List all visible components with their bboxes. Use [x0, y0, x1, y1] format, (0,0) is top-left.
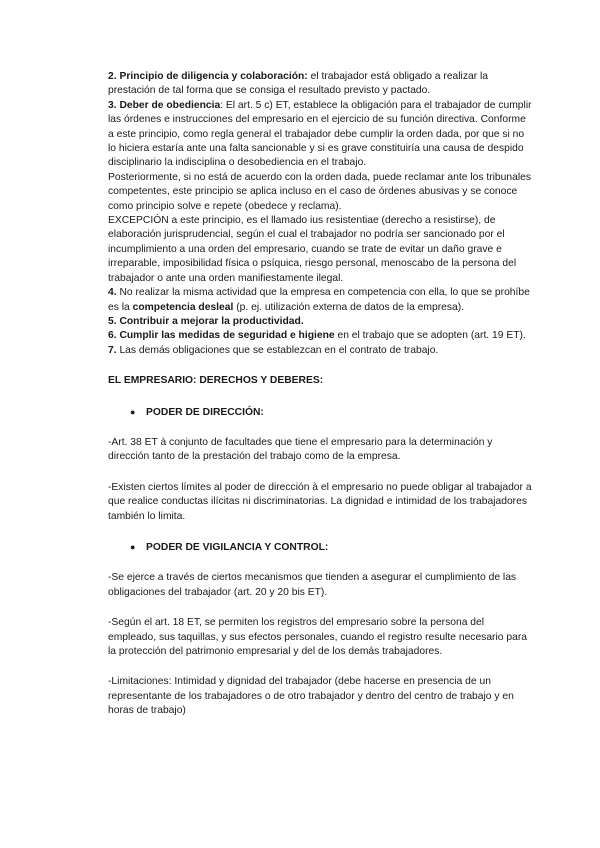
item-text: en el trabajo que se adopten (art. 19 ET). [334, 330, 526, 342]
paragraph-direccion-2: -Existen ciertos límites al poder de dirección à el empresario no puede obligar al trabajador a que realice conductas ilícitas ni discriminatorias. La dignidad e intimidad de los trabajadores también lo limita. [108, 481, 532, 522]
bullet-icon: ● [130, 541, 136, 552]
subheading-poder-vigilancia [130, 540, 532, 555]
item-number: 3. [108, 99, 117, 111]
paragraph-vigilancia-3: -Limitaciones: Intimidad y dignidad del trabajador (debe hacerse en presencia de un representante de los trabajadores o de otro trabajador y dentro del centro de trabajo y en horas de trabajo) [108, 676, 514, 717]
paragraph-vigilancia-1: -Se ejerce a través de ciertos mecanismos que tienden a asegurar el cumplimiento de las obligaciones del trabajador (art. 20 y 20 bis ET). [108, 572, 517, 598]
document-page [108, 70, 532, 719]
paragraph-vigilancia-2: -Según el art. 18 ET, se permiten los registros del empresario sobre la persona del empleado, sus taquillas, y sus efectos personales, cuando el registro resulte necesario para la protección del patrimonio empresarial y del de los demás trabajadores. [108, 617, 527, 657]
item-text: Las demás obligaciones que se establezcan en el contrato de trabajo. [116, 344, 439, 356]
item-title: Principio de diligencia y colaboración: [119, 71, 308, 82]
paragraph-posteriormente: Posteriormente, si no está de acuerdo con la orden dada, puede reclamar ante los tribunales competentes, este principio se aplica incluso en el caso de órdenes abusivas y se conoce como principio solve e repete (obedece y reclama). [108, 171, 532, 212]
item-text: el trabajador está obligado a realizar la prestación de tal forma que se consiga el resultado previsto y pactado. [108, 71, 489, 97]
paragraph-productividad [108, 315, 532, 329]
section-heading: EL EMPRESARIO: DERECHOS Y DEBERES: [108, 375, 324, 387]
item-number: 2. [108, 71, 117, 82]
paragraph-obediencia [108, 99, 532, 171]
paragraph-competencia [108, 286, 532, 315]
subheading-poder-direccion [130, 405, 532, 420]
paragraph-demas-obligaciones [108, 344, 532, 358]
item-title: Deber de obediencia [119, 99, 221, 111]
subheading-label: PODER DE DIRECCIÓN: [146, 406, 264, 418]
item-bold: 5. Contribuir a mejorar la productividad. [108, 315, 304, 327]
item-text: No realizar la misma actividad que la empresa en competencia con ella, lo que se prohíbe es la [108, 287, 530, 313]
bullet-icon: ● [130, 406, 136, 417]
item-bold: competencia desleal [132, 301, 234, 313]
item-number: 4. [108, 287, 117, 299]
paragraph-diligencia [108, 70, 532, 99]
item-text: : El art. 5 c) ET, establece la obligación para el trabajador de cumplir las órdenes e instrucciones del empresario en el ejercicio de su función directiva. Conforme a este principio, como regla general el trabajador debe cumplir la orden dada, por que si no lo hiciera estaría ante una falta sancionable y si es grave constituiría una causa de despido disciplinario la indisciplina o desobediencia en el trabajo. [108, 99, 532, 169]
paragraph-seguridad [108, 329, 532, 343]
item-text: (p. ej. utilización externa de datos de la empresa). [233, 301, 465, 313]
item-bold: 6. Cumplir las medidas de seguridad e higiene [108, 330, 335, 342]
paragraph-excepcion: EXCEPCIÓN a este principio, es el llamado ius resistentiae (derecho a resistirse), de elaboración jurisprudencial, según el cual el trabajador no podría ser sancionado por el incumplimiento a una orden del empresario, cuando se trate de evitar un daño grave e irreparable, imposibilidad física o psíquica, riesgo personal, menoscabo de la persona del trabajador o ante una orden manifiestamente ilegal. [108, 215, 517, 284]
paragraph-direccion-1: -Art. 38 ET à conjunto de facultades que tiene el empresario para la determinación y dirección tanto de la prestación del trabajo como de la empresa. [108, 436, 493, 463]
item-number: 7. [108, 344, 117, 356]
subheading-label: PODER DE VIGILANCIA Y CONTROL: [146, 541, 329, 553]
